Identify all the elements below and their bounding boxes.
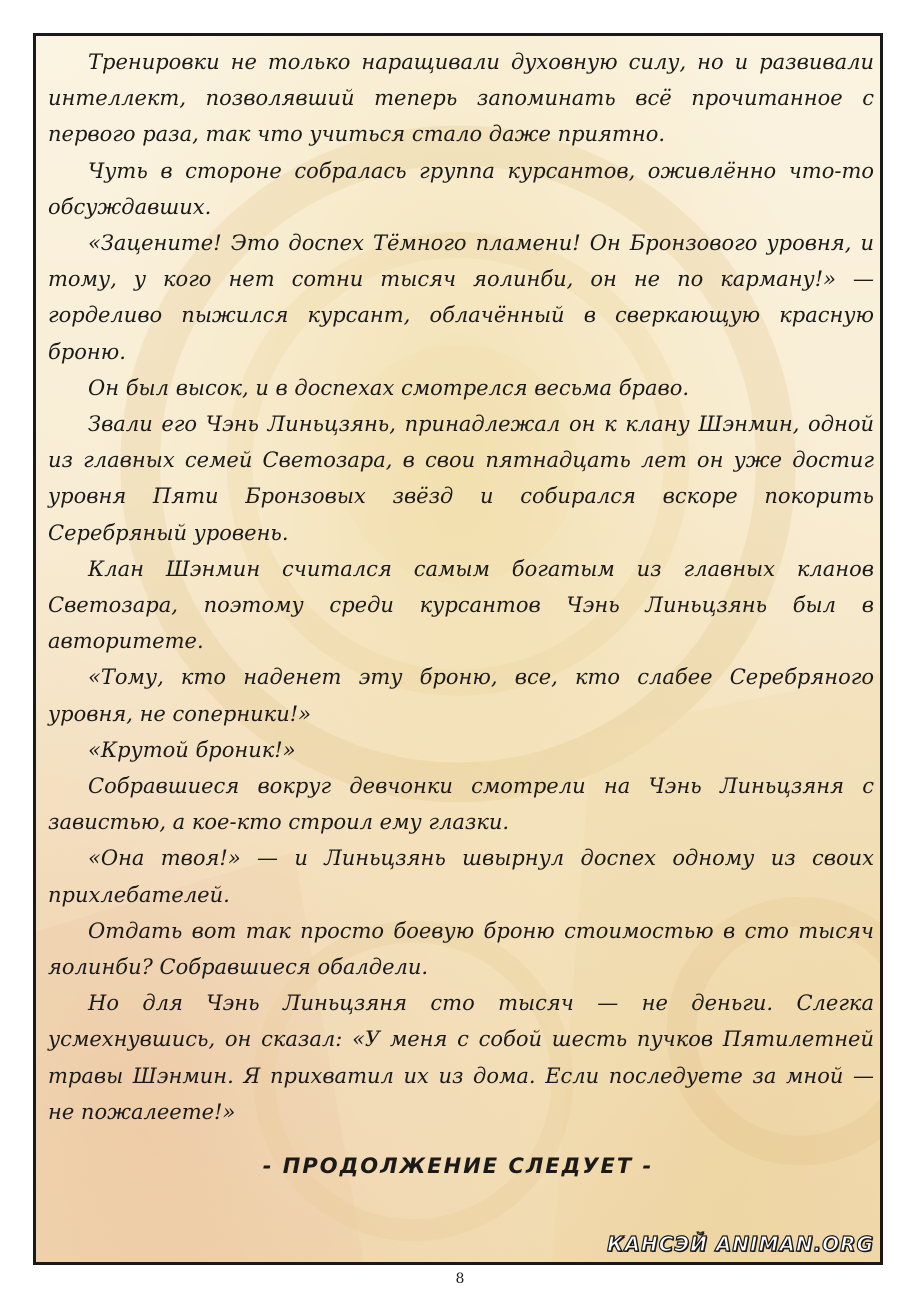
paragraph: Но для Чэнь Линьцзяня сто тысяч — не деньги. Слегка усмехнувшись, он сказал: «У меня с собой шесть пучков Пятилетней травы Шэнмин. Я прихватил их из дома. Если последуете за мной — не пожалеете!»: [48, 991, 874, 1124]
to-be-continued: - ПРОДОЛЖЕНИЕ СЛЕДУЕТ -: [262, 1154, 654, 1178]
text-frame: [33, 33, 883, 1265]
paragraph: Звали его Чэнь Линьцзянь, принадлежал он к клану Шэнмин, одной из главных семей Светозара, в свои пятнадцать лет он уже достиг уровня Пяти Бронзовых звёзд и собирался вскоре покорить Серебряный уровень.: [48, 412, 874, 545]
paragraph: Он был высок, и в доспехах смотрелся весьма браво.: [88, 375, 690, 400]
story-text: [48, 44, 874, 1130]
paragraph: Клан Шэнмин считался самым богатым из главных кланов Светозара, поэтому среди курсантов Чэнь Линьцзянь был в авторитете.: [48, 556, 874, 654]
scanlation-credit: КАНСЭЙ ANIMAN.ORG: [607, 1232, 874, 1256]
page-number: 8: [455, 1271, 465, 1287]
paragraph: Отдать вот так просто боевую броню стоимостью в сто тысяч яолинби? Собравшиеся обалдели.: [48, 918, 874, 980]
paragraph: «Крутой броник!»: [88, 737, 296, 762]
paragraph: «Она твоя!» — и Линьцзянь швырнул доспех одному из своих прихлебателей.: [48, 846, 874, 907]
paragraph: «Зацените! Это доспех Тёмного пламени! Он Бронзового уровня, и тому, у кого нет сотни тысяч яолинби, он не по карману!» — горделиво пыжился курсант, облачённый в сверкающую красную броню.: [48, 231, 874, 364]
paragraph: Тренировки не только наращивали духовную силу, но и развивали интеллект, позволявший теперь запоминать всё прочитанное с первого раза, так что учиться стало даже приятно.: [48, 50, 874, 147]
paragraph: «Тому, кто наденет эту броню, все, кто слабее Серебряного уровня, не соперники!»: [48, 665, 874, 726]
paragraph: Собравшиеся вокруг девчонки смотрели на Чэнь Линьцзяня с завистью, а кое-кто строил ему глазки.: [48, 774, 874, 835]
paragraph: Чуть в стороне собралась группа курсантов, оживлённо что-то обсуждавших.: [48, 158, 874, 219]
